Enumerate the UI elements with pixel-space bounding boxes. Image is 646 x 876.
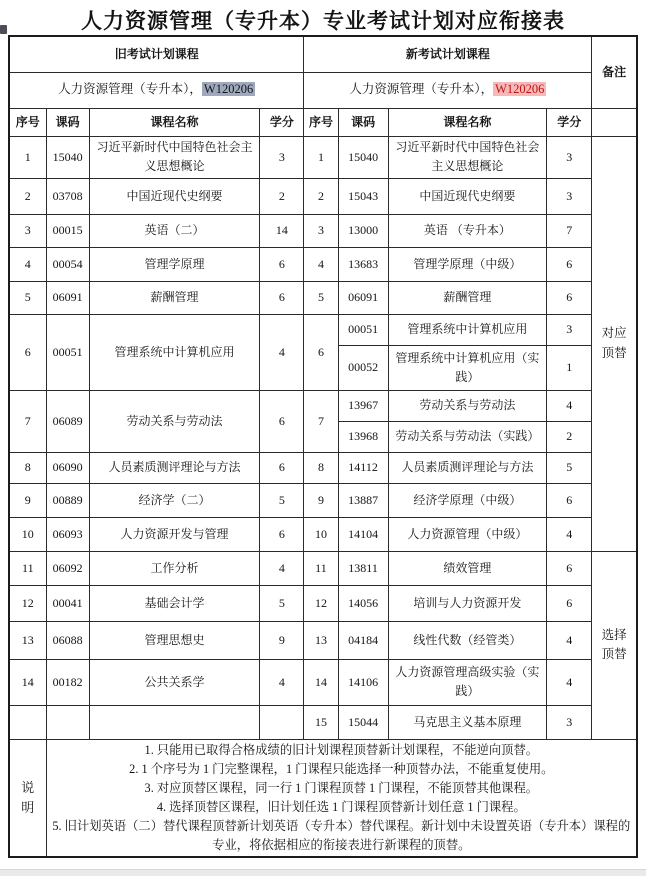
cell-old-seq: 10 [9,517,46,551]
new-major-code: W120206 [495,82,545,97]
cell-new-name: 薪酬管理 [388,281,546,314]
cell-new-name: 绩效管理 [388,551,546,585]
table-row [9,517,637,551]
new-plan-header: 新考试计划课程 [304,36,592,72]
cell-new-name: 人力资源管理（中级） [388,517,546,551]
cell-old-code: 03708 [46,178,89,214]
cell-new-credit: 4 [547,621,592,659]
cell-new-seq: 4 [304,247,338,281]
cell-new-credit: 3 [547,136,592,178]
col-header: 课程名称 [89,108,260,136]
cell-new-seq: 12 [304,585,338,621]
cell-new-credit: 6 [547,281,592,314]
page-title: 人力资源管理（专升本）专业考试计划对应衔接表 [81,10,565,33]
table-row [9,585,637,621]
table-row [9,452,637,483]
cell-old-code: 00041 [46,585,89,621]
cell-old-name: 英语（二） [89,214,260,247]
cell-old-credit: 9 [260,621,304,659]
col-header: 序号 [9,108,46,136]
cell-new-credit: 7 [547,214,592,247]
cell-new-seq: 5 [304,281,338,314]
cell-old-name: 基础会计学 [89,585,260,621]
cell-old-seq: 14 [9,659,46,705]
cell-old-credit: 5 [260,585,304,621]
cell-new-name: 人力资源管理高级实验（实践） [388,659,546,705]
cell-new-code: 14112 [338,452,388,483]
cell-new-name: 培训与人力资源开发 [388,585,546,621]
cell-old-seq: 1 [9,136,46,178]
notes-label: 说明 [9,739,46,857]
cell-old-name: 习近平新时代中国特色社会主义思想概论 [89,136,260,178]
cell-old-code: 00051 [46,314,89,390]
table-row [9,551,637,585]
new-major-cell [304,72,592,108]
cell-new-code: 06091 [338,281,388,314]
cell-old-credit: 5 [260,483,304,517]
old-major-cell [9,72,304,108]
cell-new-code: 04184 [338,621,388,659]
cell-old-code: 06089 [46,390,89,452]
table-row [9,136,637,178]
table-row [9,483,637,517]
table-row [9,705,637,739]
table-row [9,214,637,247]
cell-new-name: 劳动关系与劳动法 [388,390,546,421]
cell-old-code: 06090 [46,452,89,483]
course-mapping-table [8,35,638,858]
cell-new-credit: 6 [547,247,592,281]
cell-new-code: 13683 [338,247,388,281]
note-line: 3. 对应顶替区课程，同一行 1 门课程顶替 1 门课程，不能顶替其他课程。 [144,780,539,795]
note-line: 4. 选择顶替区课程，旧计划任选 1 门课程顶替新计划任意 1 门课程。 [156,799,526,814]
cell-new-credit: 3 [547,314,592,345]
cell-old-seq: 6 [9,314,46,390]
table-row [9,178,637,214]
remark-correspond: 对应顶替 [592,136,637,551]
cell-new-code: 14106 [338,659,388,705]
table-row [9,621,637,659]
cell-old-code: 00015 [46,214,89,247]
cell-new-credit: 3 [547,178,592,214]
cell-old-credit: 14 [260,214,304,247]
cell-old-code: 06093 [46,517,89,551]
cell-old-name: 中国近现代史纲要 [89,178,260,214]
cell-new-code: 00051 [338,314,388,345]
col-header: 学分 [547,108,592,136]
cell-old-code: 06091 [46,281,89,314]
cell-new-seq: 6 [304,314,338,390]
cell-new-seq: 13 [304,621,338,659]
table-row [9,281,637,314]
old-major-code: W120206 [203,82,254,97]
cell-old-credit: 6 [260,247,304,281]
cell-new-credit: 3 [547,705,592,739]
cell-old-credit: 6 [260,452,304,483]
col-header: 学分 [260,108,304,136]
cell-old-credit: 6 [260,281,304,314]
cell-old-seq: 9 [9,483,46,517]
column-header-row [9,108,637,136]
cell-old-credit: 4 [260,659,304,705]
col-header-remark-empty [592,108,637,136]
table-row [9,247,637,281]
cell-new-code: 13000 [338,214,388,247]
cell-old-name: 人员素质测评理论与方法 [89,452,260,483]
table-row [9,390,637,421]
cell-old-credit [260,705,304,739]
cell-new-code: 14104 [338,517,388,551]
cell-new-seq: 11 [304,551,338,585]
cell-old-seq: 5 [9,281,46,314]
cell-old-name: 管理系统中计算机应用 [89,314,260,390]
col-header: 课程名称 [388,108,546,136]
remark-select: 选择顶替 [592,551,637,739]
cell-new-credit: 6 [547,483,592,517]
old-plan-header: 旧考试计划课程 [9,36,304,72]
cell-old-seq: 8 [9,452,46,483]
note-line: 5. 旧计划英语（二）替代课程顶替新计划英语（专升本）替代课程。新计划中未设置英语（专升本）课程的专业，将依据相应的衔接表进行新课程的顶替。 [52,818,631,852]
cell-new-code: 15044 [338,705,388,739]
cell-new-credit: 6 [547,551,592,585]
cell-new-name: 马克思主义基本原理 [388,705,546,739]
cell-old-seq [9,705,46,739]
page-bottom-edge [0,869,646,876]
cell-old-credit: 6 [260,517,304,551]
col-header: 课码 [46,108,89,136]
cell-new-name: 管理系统中计算机应用 [388,314,546,345]
notes-row [9,739,637,857]
cell-new-name: 中国近现代史纲要 [388,178,546,214]
cell-new-credit: 4 [547,659,592,705]
cell-old-name [89,705,260,739]
new-major-label: 人力资源管理（专升本）， [349,82,494,97]
cell-old-name: 劳动关系与劳动法 [89,390,260,452]
cell-new-seq: 15 [304,705,338,739]
cell-old-seq: 2 [9,178,46,214]
cell-old-name: 工作分析 [89,551,260,585]
cell-new-code: 13967 [338,390,388,421]
cell-new-seq: 2 [304,178,338,214]
col-header: 序号 [304,108,338,136]
cell-new-credit: 4 [547,517,592,551]
cell-old-code: 00182 [46,659,89,705]
cell-old-code: 15040 [46,136,89,178]
cell-old-seq: 11 [9,551,46,585]
cell-new-code: 14056 [338,585,388,621]
cell-old-code: 00889 [46,483,89,517]
cell-new-seq: 3 [304,214,338,247]
cell-new-seq: 9 [304,483,338,517]
cell-new-seq: 1 [304,136,338,178]
cell-old-name: 经济学（二） [89,483,260,517]
cell-old-credit: 2 [260,178,304,214]
cell-new-name: 管理学原理（中级） [388,247,546,281]
cell-old-seq: 13 [9,621,46,659]
cell-new-seq: 10 [304,517,338,551]
note-line: 2. 1 个序号为 1 门完整课程，1 门课程只能选择一种顶替办法，不能重复使用。 [129,761,554,776]
cell-old-seq: 7 [9,390,46,452]
cell-new-seq: 8 [304,452,338,483]
cell-new-credit: 5 [547,452,592,483]
cell-new-code: 15040 [338,136,388,178]
cell-old-name: 管理学原理 [89,247,260,281]
cell-new-seq: 7 [304,390,338,452]
cell-new-code: 13811 [338,551,388,585]
cell-new-name: 劳动关系与劳动法（实践） [388,421,546,452]
cell-old-name: 薪酬管理 [89,281,260,314]
cell-old-name: 人力资源开发与管理 [89,517,260,551]
old-major-label: 人力资源管理（专升本）， [58,82,202,97]
cell-old-seq: 12 [9,585,46,621]
table-row [9,659,637,705]
note-line: 1. 只能用已取得合格成绩的旧计划课程顶替新计划课程，不能逆向顶替。 [144,742,539,757]
cell-new-credit: 2 [547,421,592,452]
cell-new-name: 线性代数（经管类） [388,621,546,659]
cell-new-name: 管理系统中计算机应用（实践） [388,345,546,390]
cell-old-name: 公共关系学 [89,659,260,705]
cell-new-code: 13968 [338,421,388,452]
cell-old-code [46,705,89,739]
cell-old-code: 06088 [46,621,89,659]
cell-new-name: 经济学原理（中级） [388,483,546,517]
cell-new-credit: 4 [547,390,592,421]
cell-new-seq: 14 [304,659,338,705]
table-row [9,72,637,108]
cell-new-code: 00052 [338,345,388,390]
cell-old-credit: 6 [260,390,304,452]
cell-new-credit: 1 [547,345,592,390]
cell-new-code: 15043 [338,178,388,214]
cell-old-seq: 3 [9,214,46,247]
cell-new-name: 人员素质测评理论与方法 [388,452,546,483]
cell-new-name: 英语 （专升本） [388,214,546,247]
cell-old-code: 06092 [46,551,89,585]
table-row [9,36,637,72]
cell-new-code: 13887 [338,483,388,517]
cell-old-credit: 4 [260,314,304,390]
cell-old-credit: 3 [260,136,304,178]
cell-old-name: 管理思想史 [89,621,260,659]
cell-old-seq: 4 [9,247,46,281]
cell-old-credit: 4 [260,551,304,585]
cell-old-code: 00054 [46,247,89,281]
cell-new-credit: 6 [547,585,592,621]
remark-header: 备注 [592,36,637,108]
table-row [9,314,637,345]
cell-new-name: 习近平新时代中国特色社会主义思想概论 [388,136,546,178]
notes-body [46,739,637,857]
col-header: 课码 [338,108,388,136]
